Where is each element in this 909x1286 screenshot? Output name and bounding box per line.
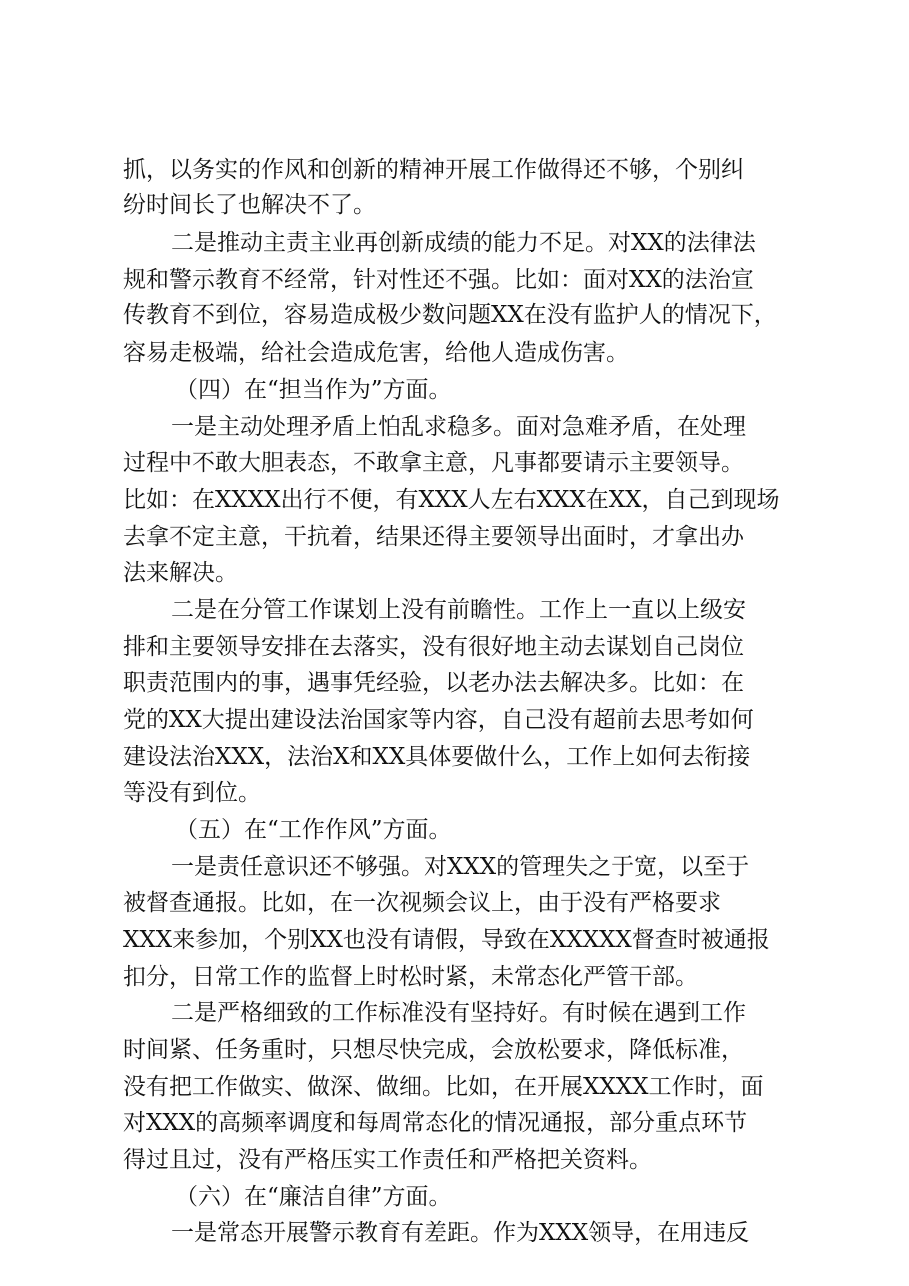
- paragraph-first-line: [0, 849, 909, 885]
- text-line-content: 时间紧、任务重时，只想尽快完成，会放松要求，降低标准，: [123, 1037, 744, 1063]
- text-line-content: 容易走极端，给社会造成危害，给他人造成伤害。: [123, 340, 629, 366]
- text-line: [0, 1105, 909, 1141]
- section-heading: [0, 812, 909, 848]
- text-line: [0, 739, 909, 775]
- text-line: [0, 1069, 909, 1105]
- paragraph-first-line: [0, 409, 909, 445]
- text-line-content: 去拿不定主意，干抗着，结果还得主要领导出面时，才拿出办: [123, 524, 744, 550]
- section-heading-text: （四）在“担当作为”方面。: [175, 377, 452, 403]
- text-line: [0, 152, 909, 188]
- text-line: [0, 297, 909, 333]
- text-line-content: 对XXX的高频率调度和每周常态化的情况通报，部分重点环节: [123, 1110, 748, 1136]
- text-line: [0, 775, 909, 811]
- text-line-content: XXX来参加，个别XX也没有请假，导致在XXXXX督查时被通报: [123, 927, 770, 953]
- text-line-content: 纷时间长了也解决不了。: [123, 192, 376, 218]
- text-line: [0, 665, 909, 701]
- text-line: [0, 885, 909, 921]
- text-line: [0, 555, 909, 591]
- paragraph-first-line: [0, 225, 909, 261]
- text-line-content: 一是责任意识还不够强。对XXX的管理失之于宽，以至于: [171, 854, 750, 880]
- text-line-content: 规和警示教育不经常，针对性还不强。比如：面对XX的法治宣: [123, 267, 754, 293]
- text-line-content: 职责范围内的事，遇事凭经验，以老办法去解决多。比如：在: [123, 670, 744, 696]
- paragraph-first-line: [0, 995, 909, 1031]
- text-line-content: 一是主动处理矛盾上怕乱求稳多。面对急难矛盾，在处理: [171, 414, 746, 440]
- text-line: [0, 1142, 909, 1178]
- text-line-content: 二是严格细致的工作标准没有坚持好。有时候在遇到工作: [171, 1000, 746, 1026]
- text-line-content: 被督查通报。比如，在一次视频会议上，由于没有严格要求: [123, 890, 721, 916]
- text-line: [0, 187, 909, 223]
- section-heading-text: （六）在“廉洁自律”方面。: [175, 1184, 452, 1210]
- paragraph-first-line: [0, 1215, 909, 1251]
- text-line: [0, 482, 909, 518]
- text-line: [0, 262, 909, 298]
- text-line: [0, 702, 909, 738]
- text-line-content: 过程中不敢大胆表态，不敢拿主意，凡事都要请示主要领导。: [123, 450, 744, 476]
- paragraph-first-line: [0, 592, 909, 628]
- text-line: [0, 959, 909, 995]
- text-line-content: 党的XX大提出建设法治国家等内容，自己没有超前去思考如何: [123, 707, 754, 733]
- section-heading-text: （五）在“工作作风”方面。: [175, 817, 452, 843]
- text-line-content: 二是推动主责主业再创新成绩的能力不足。对XX的法律法: [171, 230, 756, 256]
- text-line: [0, 335, 909, 371]
- text-line: [0, 445, 909, 481]
- text-line-content: 法来解决。: [123, 560, 238, 586]
- text-line-content: 传教育不到位，容易造成极少数问题XX在没有监护人的情况下，: [123, 302, 777, 328]
- text-line-content: 一是常态开展警示教育有差距。作为XXX领导，在用违反: [171, 1220, 750, 1246]
- text-line-content: 等没有到位。: [123, 780, 261, 806]
- text-line: [0, 629, 909, 665]
- text-line-content: 没有把工作做实、做深、做细。比如，在开展XXXX工作时，面: [123, 1074, 764, 1100]
- text-line: [0, 922, 909, 958]
- text-line-content: 二是在分管工作谋划上没有前瞻性。工作上一直以上级安: [171, 597, 746, 623]
- text-line-content: 比如：在XXXX出行不便，有XXX人左右XXX在XX，自己到现场: [123, 487, 780, 513]
- text-line-content: 得过且过，没有严格压实工作责任和严格把关资料。: [123, 1147, 652, 1173]
- text-line-content: 排和主要领导安排在去落实，没有很好地主动去谋划自己岗位: [123, 634, 744, 660]
- text-line-content: 扣分，日常工作的监督上时松时紧，未常态化严管干部。: [123, 964, 698, 990]
- text-line-content: 抓，以务实的作风和创新的精神开展工作做得还不够，个别纠: [123, 157, 744, 183]
- section-heading: [0, 1179, 909, 1215]
- text-line-content: 建设法治XXX，法治X和XX具体要做什么，工作上如何去衔接: [123, 744, 751, 770]
- section-heading: [0, 372, 909, 408]
- text-line: [0, 519, 909, 555]
- text-line: [0, 1032, 909, 1068]
